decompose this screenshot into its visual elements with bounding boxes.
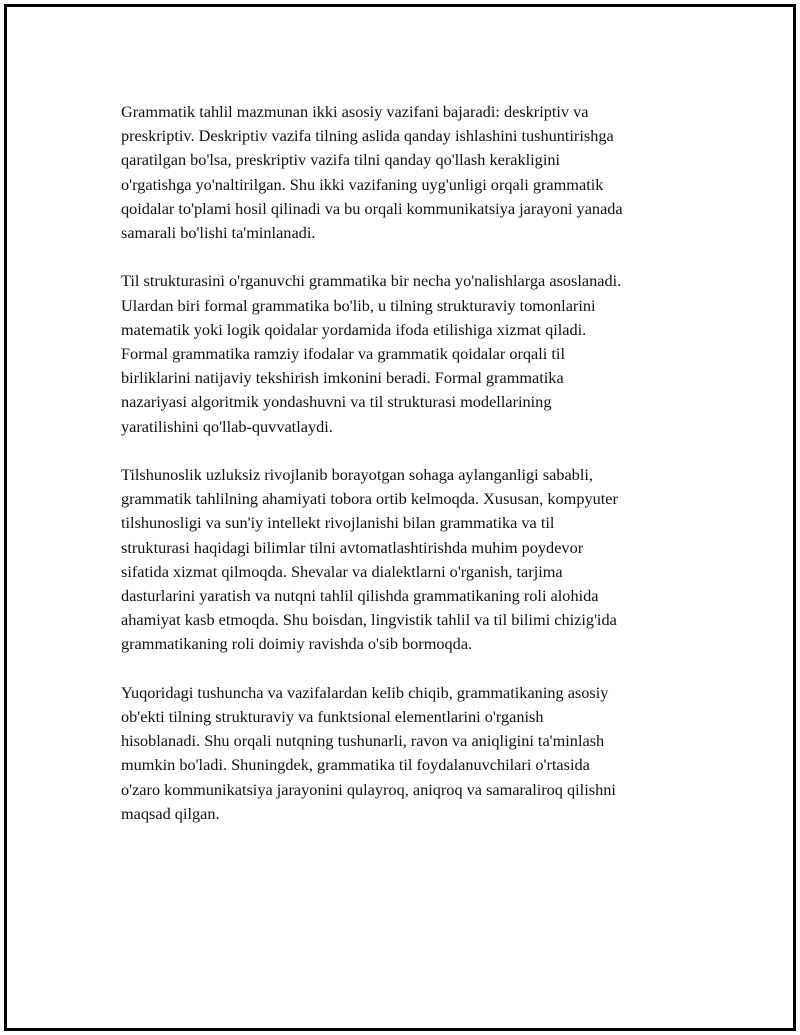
paragraph-1	[121, 100, 703, 245]
text-line: samarali bo'lishi ta'minlanadi.	[121, 223, 316, 243]
text-line: qoidalar to'plami hosil qilinadi va bu orqali kommunikatsiya jarayoni yanada	[121, 198, 623, 218]
text-line: ahamiyat kasb etmoqda. Shu boisdan, lingvistik tahlil va til bilimi chizig'ida	[121, 610, 617, 630]
text-line: o'zaro kommunikatsiya jarayonini qulayroq, aniqroq va samaraliroq qilishni	[121, 779, 616, 799]
text-line: grammatik tahlilning ahamiyati tobora ortib kelmoqda. Xususan, kompyuter	[121, 489, 618, 509]
text-line: Yuqoridagi tushuncha va vazifalardan kelib chiqib, grammatikaning asosiy	[121, 682, 609, 702]
text-line: ob'ekti tilning strukturaviy va funktsional elementlarini o'rganish	[121, 707, 544, 727]
text-line: Grammatik tahlil mazmunan ikki asosiy vazifani bajaradi: deskriptiv va	[121, 102, 589, 121]
text-line: maqsad qilgan.	[121, 803, 220, 823]
document-body	[121, 100, 703, 850]
text-line: dasturlarini yaratish va nutqni tahlil qilishda grammatikaning roli alohida	[121, 586, 599, 606]
text-line: birliklarini natijaviy tekshirish imkonini beradi. Formal grammatika	[121, 368, 564, 388]
text-line: sifatida xizmat qilmoqda. Shevalar va dialektlarni o'rganish, tarjima	[121, 561, 563, 581]
text-line: Tilshunoslik uzluksiz rivojlanib borayotgan sohaga aylanganligi sababli,	[121, 465, 593, 485]
text-line: Ulardan biri formal grammatika bo'lib, u tilning strukturaviy tomonlarini	[121, 295, 596, 315]
text-line: strukturasi haqidagi bilimlar tilni avtomatlashtirishda muhim poydevor	[121, 537, 584, 557]
text-line: tilshunosligi va sun'iy intellekt rivojlanishi bilan grammatika va til	[121, 513, 555, 533]
paragraph-2	[121, 269, 703, 438]
page-frame	[4, 4, 796, 1031]
text-line: Til strukturasini o'rganuvchi grammatika bir necha yo'nalishlarga asoslanadi.	[121, 271, 622, 291]
text-line: grammatikaning roli doimiy ravishda o'sib bormoqda.	[121, 634, 473, 654]
text-line: preskriptiv. Deskriptiv vazifa tilning aslida qanday ishlashini tushuntirishga	[121, 126, 614, 146]
text-line: yaratilishini qo'llab-quvvatlaydi.	[121, 416, 333, 436]
paragraph-4	[121, 681, 703, 826]
text-line: mumkin bo'ladi. Shuningdek, grammatika til foydalanuvchilari o'rtasida	[121, 755, 590, 775]
text-line: matematik yoki logik qoidalar yordamida ifoda etilishiga xizmat qiladi.	[121, 319, 587, 339]
text-line: qaratilgan bo'lsa, preskriptiv vazifa tilni qanday qo'llash kerakligini	[121, 150, 561, 170]
paragraph-3	[121, 463, 703, 657]
text-line: hisoblanadi. Shu orqali nutqning tushunarli, ravon va aniqligini ta'minlash	[121, 731, 605, 751]
text-line: Formal grammatika ramziy ifodalar va grammatik qoidalar orqali til	[121, 344, 565, 364]
text-line: nazariyasi algoritmik yondashuvni va til strukturasi modellarining	[121, 392, 552, 412]
text-line: o'rgatishga yo'naltirilgan. Shu ikki vazifaning uyg'unligi orqali grammatik	[121, 174, 604, 194]
